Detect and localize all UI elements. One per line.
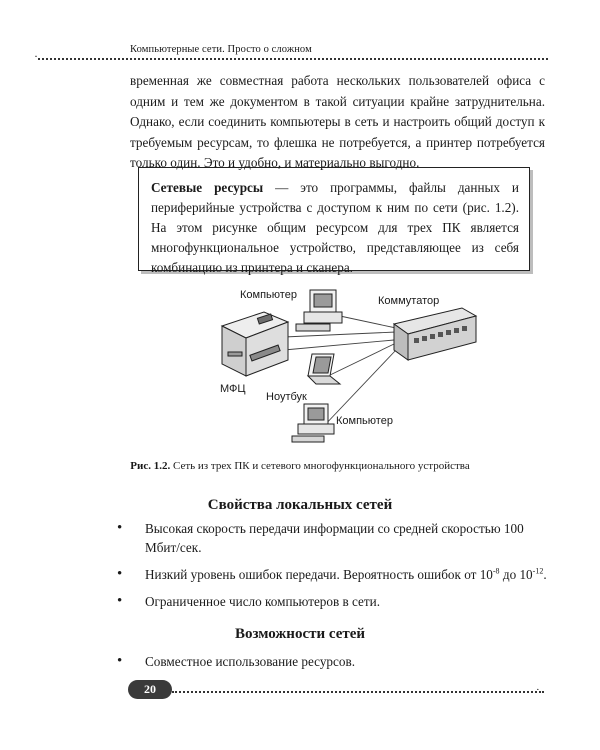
switch-icon [394, 308, 476, 360]
figure-caption-text: Сеть из трех ПК и сетевого многофункционального устройства [170, 460, 470, 472]
section-heading-capabilities: Возможности сетей [234, 626, 366, 642]
list-item-text: до 10 [499, 567, 533, 582]
definition-box [138, 167, 530, 275]
mfp-icon [222, 312, 288, 376]
running-title: Компьютерные сети. Просто о сложном [130, 44, 312, 55]
label-switch: Коммутатор [378, 295, 440, 307]
network-diagram [200, 280, 490, 458]
figure-number: Рис. 1.2. [130, 460, 171, 472]
header-rule-mark: · [34, 49, 38, 63]
laptop-icon [308, 354, 340, 384]
network-links [284, 316, 396, 428]
exponent: -12 [532, 566, 544, 576]
label-computer-top: Компьютер [240, 289, 297, 301]
exponent: -8 [492, 566, 500, 576]
footer-rule [172, 691, 544, 693]
list-item [117, 565, 547, 584]
list-item-text: Низкий уровень ошибок передачи. Вероятность ошибок от 10 [145, 567, 493, 582]
list-item: • Высокая скорость передачи информации со средней скоростью 100 Мбит/сек. [117, 519, 547, 557]
label-computer-bottom: Компьютер [336, 415, 393, 427]
computer-bottom-icon [292, 404, 334, 442]
list-item-text: . [543, 567, 547, 582]
page-number: 20 [128, 680, 172, 699]
capabilities-list [117, 652, 547, 679]
figure-caption [0, 460, 600, 472]
computer-top-icon [296, 290, 342, 331]
label-laptop: Ноутбук [266, 391, 307, 403]
footer-rule-mark: · [536, 684, 540, 696]
list-item: • Ограниченное число компьютеров в сети. [117, 592, 547, 611]
definition-term: Сетевые ресурсы [151, 180, 264, 195]
section-heading-local-networks: Свойства локальных сетей [207, 497, 393, 513]
label-mfp: МФЦ [220, 383, 246, 395]
definition-text: — это программы, файлы данных и периферийные устройства с доступом к ним по сети (рис. 1.2). На этом рисунке общим ресурсом для трех ПК является многофункциональное устройство, представляющее из себя комбинацию из принтера и сканера. [151, 180, 519, 275]
header-rule [38, 58, 548, 60]
local-network-properties-list [117, 519, 547, 619]
list-item: • Совместное использование ресурсов. [117, 652, 547, 671]
intro-paragraph: временная же совместная работа нескольких пользователей офиса с одним и тем же документом в такой ситуации крайне затруднительна. Однако, если соединить компьютеры в сеть и настроить общий доступ к требуемым ресурсам, то флешка не потребуется, а принтер потребуется только один. Это и удобно, и материально выгодно. [130, 73, 545, 170]
